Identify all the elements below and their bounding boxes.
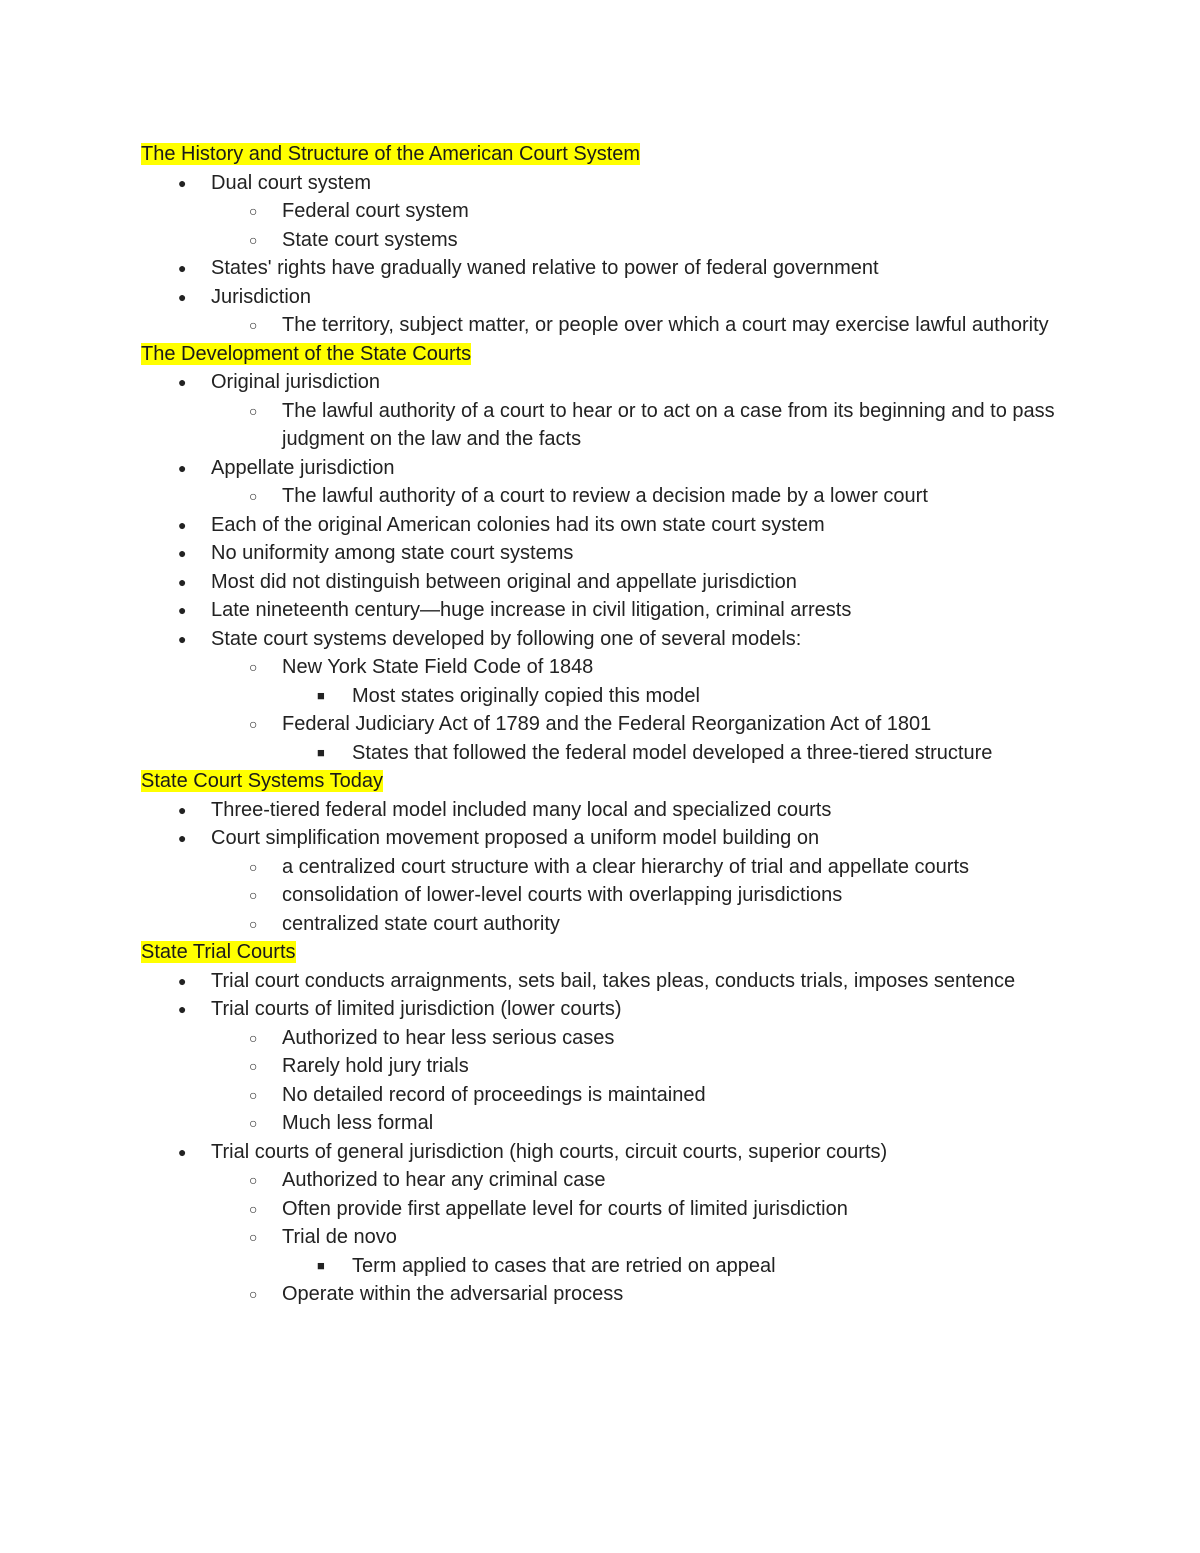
bullet-circle-icon <box>249 1024 257 1053</box>
bullet-disc-icon <box>178 283 186 312</box>
list-item-text: Operate within the adversarial process <box>282 1283 624 1305</box>
list-item-text: Rarely hold jury trials <box>282 1055 469 1077</box>
list-item-text: The lawful authority of a court to review a decision made by a lower court <box>282 485 928 507</box>
list-item-level-1 <box>141 568 1061 597</box>
list-item-text: No uniformity among state court systems <box>211 542 574 564</box>
list-item-text: Much less formal <box>282 1112 434 1134</box>
list-item-level-2 <box>141 1280 1061 1309</box>
list-item-level-2 <box>141 1195 1061 1224</box>
bullet-circle-icon <box>249 1280 257 1309</box>
list-item-text: Most did not distinguish between original and appellate jurisdiction <box>211 570 797 593</box>
list-item-text: Appellate jurisdiction <box>211 456 395 479</box>
bullet-disc-icon <box>178 625 186 654</box>
list-item-level-3 <box>141 1252 1061 1281</box>
list-item-text: Original jurisdiction <box>211 371 380 393</box>
bullet-circle-icon <box>249 910 257 939</box>
list-item-text: Most states originally copied this model <box>352 684 700 707</box>
bullet-disc-icon <box>178 368 186 397</box>
bullet-disc-icon <box>178 796 186 825</box>
section-list <box>141 796 1061 939</box>
bullet-circle-icon <box>249 1223 257 1252</box>
list-item-text: Federal court system <box>282 200 469 222</box>
list-item-text: Authorized to hear any criminal case <box>282 1169 606 1191</box>
list-item-level-1 <box>141 511 1061 540</box>
list-item-level-3 <box>141 739 1061 768</box>
list-item-level-1 <box>141 625 1061 654</box>
bullet-circle-icon <box>249 653 257 682</box>
list-item-level-1 <box>141 368 1061 397</box>
list-item-text: Trial de novo <box>282 1226 397 1248</box>
list-item-level-1 <box>141 596 1061 625</box>
list-item-text: Jurisdiction <box>211 285 312 308</box>
list-item-level-1 <box>141 995 1061 1024</box>
list-item-text: Trial courts of limited jurisdiction (lower courts) <box>211 998 622 1020</box>
bullet-square-icon <box>317 682 325 711</box>
section-list <box>141 368 1061 767</box>
list-item-text: Term applied to cases that are retried on appeal <box>352 1254 776 1277</box>
document-page <box>141 140 1061 1309</box>
list-item-text: Each of the original American colonies had its own state court system <box>211 513 825 536</box>
section-list <box>141 967 1061 1309</box>
list-item-level-1 <box>141 796 1061 825</box>
list-item-level-1 <box>141 454 1061 483</box>
bullet-disc-icon <box>178 254 186 283</box>
section-list <box>141 169 1061 340</box>
list-item-level-1 <box>141 824 1061 853</box>
bullet-disc-icon <box>178 596 186 625</box>
list-item-text: The lawful authority of a court to hear or to act on a case from its beginning and to pass judgment on the law and the facts <box>282 399 1055 450</box>
bullet-circle-icon <box>249 482 257 511</box>
list-item-level-2 <box>141 710 1061 739</box>
section-heading-text: State Trial Courts <box>141 941 296 963</box>
bullet-disc-icon <box>178 995 186 1024</box>
bullet-square-icon <box>317 739 325 768</box>
bullet-circle-icon <box>249 1081 257 1110</box>
list-item-level-2 <box>141 653 1061 682</box>
list-item-text: Three-tiered federal model included many local and specialized courts <box>211 798 832 821</box>
list-item-level-1 <box>141 1138 1061 1167</box>
bullet-disc-icon <box>178 511 186 540</box>
list-item-text: Dual court system <box>211 171 372 194</box>
list-item-text: Federal Judiciary Act of 1789 and the Federal Reorganization Act of 1801 <box>282 713 932 735</box>
list-item-text: No detailed record of proceedings is maintained <box>282 1083 706 1106</box>
bullet-circle-icon <box>249 226 257 255</box>
bullet-disc-icon <box>178 1138 186 1167</box>
list-item-level-2 <box>141 910 1061 939</box>
list-item-text: The territory, subject matter, or people over which a court may exercise lawful authority <box>282 314 1049 336</box>
list-item-text: Court simplification movement proposed a uniform model building on <box>211 827 820 849</box>
bullet-circle-icon <box>249 710 257 739</box>
bullet-circle-icon <box>249 397 257 426</box>
bullet-square-icon <box>317 1252 325 1281</box>
section-heading <box>141 340 1061 369</box>
bullet-circle-icon <box>249 311 257 340</box>
list-item-level-2 <box>141 311 1061 340</box>
list-item-level-1 <box>141 283 1061 312</box>
section-heading-text: The History and Structure of the American Court System <box>141 143 641 165</box>
list-item-level-2 <box>141 853 1061 882</box>
list-item-level-2 <box>141 226 1061 255</box>
list-item-text: Often provide first appellate level for courts of limited jurisdiction <box>282 1197 848 1220</box>
bullet-disc-icon <box>178 454 186 483</box>
list-item-level-2 <box>141 482 1061 511</box>
bullet-circle-icon <box>249 881 257 910</box>
list-item-text: New York State Field Code of 1848 <box>282 656 594 678</box>
bullet-disc-icon <box>178 539 186 568</box>
list-item-level-3 <box>141 682 1061 711</box>
bullet-circle-icon <box>249 1109 257 1138</box>
list-item-level-2 <box>141 1052 1061 1081</box>
list-item-level-2 <box>141 1223 1061 1252</box>
list-item-text: State court systems <box>282 228 458 251</box>
bullet-circle-icon <box>249 1052 257 1081</box>
bullet-circle-icon <box>249 853 257 882</box>
list-item-text: Late nineteenth century—huge increase in civil litigation, criminal arrests <box>211 599 852 621</box>
list-item-level-2 <box>141 1024 1061 1053</box>
list-item-level-1 <box>141 967 1061 996</box>
list-item-level-2 <box>141 1166 1061 1195</box>
bullet-disc-icon <box>178 568 186 597</box>
list-item-level-2 <box>141 397 1061 454</box>
section-heading-text: The Development of the State Courts <box>141 342 472 365</box>
list-item-level-2 <box>141 197 1061 226</box>
list-item-text: Trial court conducts arraignments, sets bail, takes pleas, conducts trials, imposes sentence <box>211 969 1016 992</box>
list-item-text: States that followed the federal model developed a three-tiered structure <box>352 741 993 764</box>
bullet-circle-icon <box>249 1195 257 1224</box>
bullet-disc-icon <box>178 824 186 853</box>
list-item-level-2 <box>141 1081 1061 1110</box>
list-item-text: States' rights have gradually waned relative to power of federal government <box>211 257 879 279</box>
section-heading <box>141 767 1061 796</box>
list-item-level-1 <box>141 254 1061 283</box>
list-item-text: a centralized court structure with a clear hierarchy of trial and appellate courts <box>282 855 970 878</box>
section-heading <box>141 938 1061 967</box>
list-item-text: State court systems developed by following one of several models: <box>211 627 802 650</box>
list-item-level-2 <box>141 1109 1061 1138</box>
list-item-text: consolidation of lower-level courts with overlapping jurisdictions <box>282 884 843 906</box>
list-item-level-1 <box>141 539 1061 568</box>
list-item-text: Trial courts of general jurisdiction (high courts, circuit courts, superior courts) <box>211 1140 888 1163</box>
section-heading-text: State Court Systems Today <box>141 770 383 792</box>
bullet-disc-icon <box>178 169 186 198</box>
bullet-circle-icon <box>249 197 257 226</box>
bullet-disc-icon <box>178 967 186 996</box>
section-heading <box>141 140 1061 169</box>
list-item-level-2 <box>141 881 1061 910</box>
list-item-level-1 <box>141 169 1061 198</box>
list-item-text: centralized state court authority <box>282 912 560 935</box>
list-item-text: Authorized to hear less serious cases <box>282 1026 615 1049</box>
bullet-circle-icon <box>249 1166 257 1195</box>
